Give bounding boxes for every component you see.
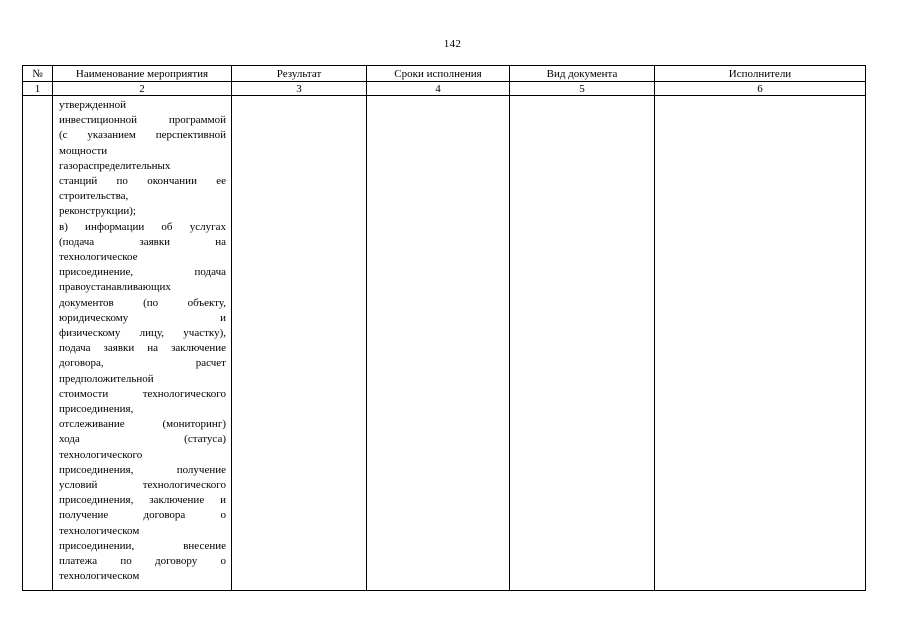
document-type-cell bbox=[510, 96, 655, 591]
column-number: 5 bbox=[510, 82, 655, 96]
description-line: присоединения, заключение и bbox=[59, 494, 226, 507]
description-line: стоимости технологического bbox=[59, 387, 226, 400]
column-number-row bbox=[23, 82, 866, 96]
description-line: технологическое bbox=[59, 251, 138, 264]
description-line: присоединения, получение bbox=[59, 463, 226, 476]
header-result: Результат bbox=[232, 66, 367, 82]
description-line: присоединение, подача bbox=[59, 266, 226, 279]
description-line: условий технологического bbox=[59, 479, 226, 492]
description-line: (подача заявки на bbox=[59, 235, 226, 248]
measure-description bbox=[53, 96, 231, 585]
description-line: правоустанавливающих bbox=[59, 281, 171, 294]
description-line: присоединении, внесение bbox=[59, 539, 226, 552]
description-line: (с указанием перспективной bbox=[59, 129, 226, 142]
header-number: № bbox=[23, 66, 53, 82]
description-line: строительства, bbox=[59, 190, 129, 203]
executors-cell bbox=[655, 96, 866, 591]
table-row bbox=[23, 96, 866, 591]
measure-description-cell bbox=[53, 96, 232, 591]
description-line: платежа по договору о bbox=[59, 555, 226, 568]
header-executors: Исполнители bbox=[655, 66, 866, 82]
description-line: утвержденной bbox=[59, 99, 127, 111]
description-line: хода (статуса) bbox=[59, 433, 226, 446]
header-measure-name: Наименование мероприятия bbox=[53, 66, 232, 82]
description-line: документов (по объекту, bbox=[59, 296, 226, 309]
description-line: реконструкции); bbox=[59, 205, 136, 218]
description-line: газораспределительных bbox=[59, 159, 171, 172]
description-line: получение договора о bbox=[59, 509, 226, 522]
column-number: 1 bbox=[23, 82, 53, 96]
description-line: инвестиционной программой bbox=[59, 114, 226, 127]
description-line: подача заявки на заключение bbox=[59, 342, 226, 355]
description-line: в) информации об услугах bbox=[59, 220, 226, 233]
deadline-cell bbox=[367, 96, 510, 591]
description-line: технологическом bbox=[59, 524, 140, 537]
description-line: технологического bbox=[59, 448, 143, 461]
description-line: присоединения, bbox=[59, 403, 134, 416]
description-line: технологическом bbox=[59, 570, 140, 583]
header-deadline: Сроки исполнения bbox=[367, 66, 510, 82]
header-row bbox=[23, 66, 866, 82]
row-number-cell bbox=[23, 96, 53, 591]
column-number: 3 bbox=[232, 82, 367, 96]
column-number: 4 bbox=[367, 82, 510, 96]
page-number: 142 bbox=[443, 38, 462, 50]
description-line: договора, расчет bbox=[59, 357, 226, 370]
description-line: мощности bbox=[59, 144, 108, 157]
description-line: физическому лицу, участку), bbox=[59, 327, 226, 340]
description-line: отслеживание (мониторинг) bbox=[59, 418, 226, 431]
description-line: предположительной bbox=[59, 372, 154, 385]
description-line: юридическому и bbox=[59, 311, 226, 324]
column-number: 2 bbox=[53, 82, 232, 96]
description-line: станций по окончании ее bbox=[59, 175, 226, 188]
column-number: 6 bbox=[655, 82, 866, 96]
result-cell bbox=[232, 96, 367, 591]
header-document-type: Вид документа bbox=[510, 66, 655, 82]
measures-table bbox=[22, 65, 866, 591]
